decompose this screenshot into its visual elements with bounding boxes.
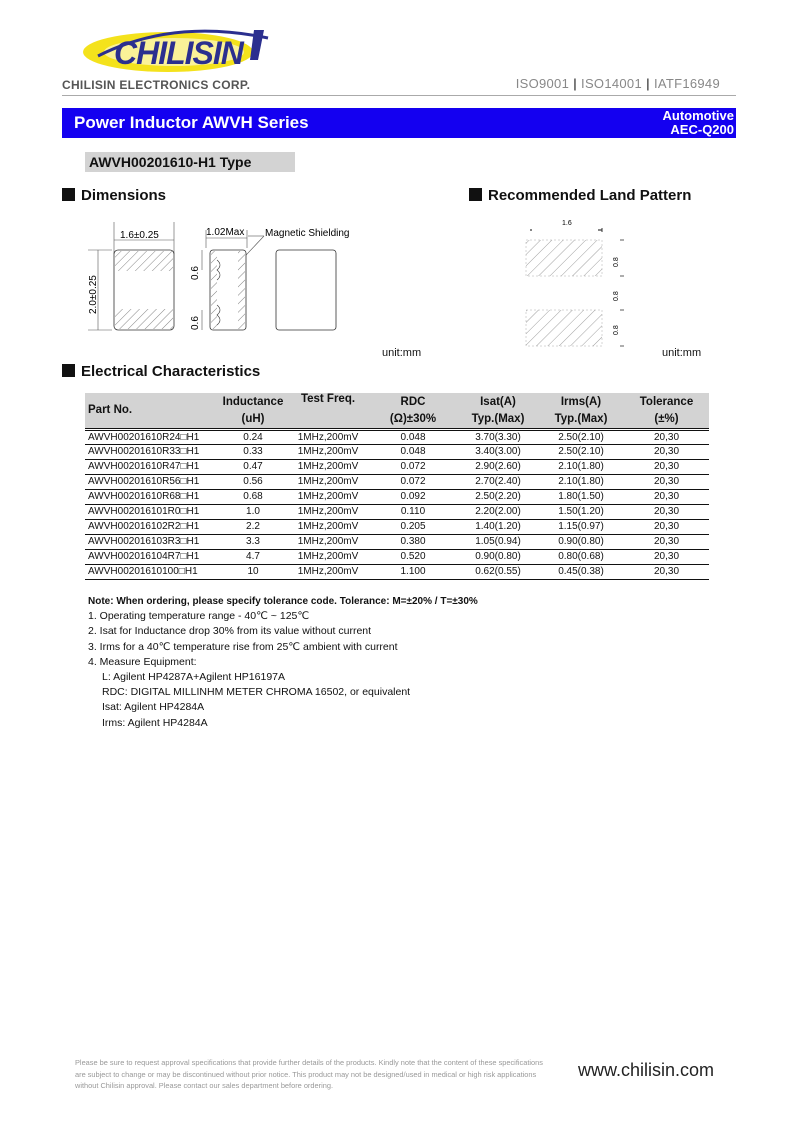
cell-part-no: AWVH00201610R68□H1 (85, 489, 218, 504)
section-dimensions (62, 187, 166, 204)
cell-isat: 1.05(0.94) (458, 534, 538, 549)
bullet-square-icon (469, 188, 482, 201)
cell-part-no: AWVH002016101R0□H1 (85, 504, 218, 519)
cell-inductance: 0.47 (218, 459, 288, 474)
cell-part-no: AWVH00201610R24□H1 (85, 429, 218, 444)
cell-test-freq: 1MHz,200mV (288, 459, 368, 474)
note-item: 4. Measure Equipment: (88, 655, 197, 668)
cell-test-freq: 1MHz,200mV (288, 564, 368, 579)
section-land-pattern-label: Recommended Land Pattern (488, 187, 692, 204)
section-electrical-label: Electrical Characteristics (81, 363, 261, 380)
cert-iso9001: ISO9001 (515, 76, 570, 91)
cert-separator: | (646, 76, 650, 91)
cell-inductance: 2.2 (218, 519, 288, 534)
cell-inductance: 0.56 (218, 474, 288, 489)
cell-rdc: 0.048 (368, 444, 458, 459)
cell-tolerance: 20,30 (624, 504, 709, 519)
cell-tolerance: 20,30 (624, 489, 709, 504)
cell-tolerance: 20,30 (624, 429, 709, 444)
cell-irms: 2.10(1.80) (538, 474, 624, 489)
cell-isat: 2.90(2.60) (458, 459, 538, 474)
col-tolerance: Tolerance (639, 396, 694, 408)
cell-part-no: AWVH002016103R3□H1 (85, 534, 218, 549)
cell-irms: 1.15(0.97) (538, 519, 624, 534)
section-land-pattern (469, 187, 691, 204)
cell-rdc: 0.072 (368, 474, 458, 489)
cell-irms: 1.80(1.50) (538, 489, 624, 504)
disclaimer-line: without Chilisin approval. Please contact our sales department before ordering. (75, 1081, 333, 1090)
cell-inductance: 3.3 (218, 534, 288, 549)
note-item: 2. Isat for Inductance drop 30% from its value without current (88, 625, 372, 638)
thickness-dim-label: 1.02Max (206, 227, 245, 238)
col-rdc: RDC (400, 396, 426, 408)
cell-test-freq: 1MHz,200mV (288, 504, 368, 519)
header-rule (62, 95, 736, 96)
dimensions-unit: unit:mm (382, 347, 422, 359)
cell-test-freq: 1MHz,200mV (288, 429, 368, 444)
cell-tolerance: 20,30 (624, 459, 709, 474)
banner-tag-automotive: Automotive (662, 108, 734, 123)
cell-part-no: AWVH002016102R2□H1 (85, 519, 218, 534)
cell-test-freq: 1MHz,200mV (288, 519, 368, 534)
cell-rdc: 1.100 (368, 564, 458, 579)
cell-rdc: 0.205 (368, 519, 458, 534)
col-test-freq: Test Freq. (300, 393, 356, 405)
cell-isat: 1.40(1.20) (458, 519, 538, 534)
cell-irms: 2.50(2.10) (538, 444, 624, 459)
cell-inductance: 1.0 (218, 504, 288, 519)
cell-inductance: 0.33 (218, 444, 288, 459)
disclaimer-line: are subject to change or may be discontinued without prior notice. This product may not be designed/used in medical or high risk applications (75, 1069, 537, 1079)
notes-block (88, 594, 478, 731)
cell-isat: 3.70(3.30) (458, 429, 538, 444)
series-banner (62, 108, 736, 138)
cert-iso14001: ISO14001 (581, 76, 642, 91)
dimensions-drawing (84, 220, 374, 340)
table-row (85, 564, 709, 579)
cell-isat: 0.90(0.80) (458, 549, 538, 564)
note-item: 3. Irms for a 40℃ temperature rise from 25℃ ambient with current (88, 640, 398, 653)
ordering-note: Note: When ordering, please specify tolerance code. Tolerance: M=±20% / T=±30% (88, 596, 478, 607)
bullet-square-icon (62, 188, 75, 201)
disclaimer-line: Please be sure to request approval specifications that provide further details of the products. Kindly note that the content of these specifications (75, 1058, 543, 1067)
col-inductance: Inductance (222, 396, 284, 408)
table-row (85, 489, 709, 504)
cell-part-no: AWVH00201610100□H1 (85, 564, 218, 579)
cell-part-no: AWVH00201610R56□H1 (85, 474, 218, 489)
col-rdc-unit: (Ω)±30% (368, 411, 458, 429)
cell-rdc: 0.092 (368, 489, 458, 504)
col-test-freq-unit (288, 411, 368, 429)
cell-rdc: 0.520 (368, 549, 458, 564)
cert-iatf16949: IATF16949 (653, 76, 720, 91)
section-electrical (62, 363, 260, 380)
col-isat: Isat(A) (480, 396, 516, 408)
width-dim-label: 1.6±0.25 (120, 230, 159, 241)
cell-tolerance: 20,30 (624, 519, 709, 534)
cell-tolerance: 20,30 (624, 564, 709, 579)
cell-test-freq: 1MHz,200mV (288, 549, 368, 564)
pad-bottom-dim-label: 0.6 (190, 316, 201, 330)
cell-irms: 1.50(1.20) (538, 504, 624, 519)
website-link[interactable]: www.chilisin.com (578, 1060, 715, 1080)
cell-tolerance: 20,30 (624, 444, 709, 459)
cell-test-freq: 1MHz,200mV (288, 444, 368, 459)
cell-part-no: AWVH00201610R33□H1 (85, 444, 218, 459)
chilisin-logo (78, 26, 288, 78)
cell-rdc: 0.072 (368, 459, 458, 474)
cell-isat: 2.70(2.40) (458, 474, 538, 489)
equipment-item: RDC: DIGITAL MILLINHM METER CHROMA 16502, or equivalent (102, 686, 411, 699)
cell-irms: 2.50(2.10) (538, 429, 624, 444)
section-dimensions-label: Dimensions (81, 187, 167, 204)
table-row (85, 444, 709, 459)
cell-inductance: 10 (218, 564, 288, 579)
electrical-characteristics-table (85, 393, 709, 580)
land-unit: unit:mm (662, 347, 702, 359)
table-row (85, 549, 709, 564)
cell-isat: 0.62(0.55) (458, 564, 538, 579)
table-row (85, 534, 709, 549)
cell-isat: 2.50(2.20) (458, 489, 538, 504)
table-row (85, 474, 709, 489)
land-pattern-drawing (520, 215, 630, 350)
cell-inductance: 0.24 (218, 429, 288, 444)
certifications (516, 76, 720, 91)
bullet-square-icon (62, 364, 75, 377)
equipment-item: L: Agilent HP4287A+Agilent HP16197A (102, 671, 286, 684)
table-row (85, 519, 709, 534)
company-name: CHILISIN ELECTRONICS CORP. (62, 78, 251, 92)
land-pad1-label: 0.8 (613, 257, 620, 267)
col-tolerance-unit: (±%) (624, 411, 709, 429)
type-label: AWVH00201610-H1 Type (85, 152, 295, 172)
cell-isat: 3.40(3.00) (458, 444, 538, 459)
cell-rdc: 0.380 (368, 534, 458, 549)
cell-irms: 2.10(1.80) (538, 459, 624, 474)
cell-isat: 2.20(2.00) (458, 504, 538, 519)
cell-irms: 0.90(0.80) (538, 534, 624, 549)
banner-title: Power Inductor AWVH Series (74, 113, 309, 132)
cell-tolerance: 20,30 (624, 534, 709, 549)
length-dim-label: 2.0±0.25 (88, 275, 99, 314)
land-width-label: 1.6 (562, 220, 572, 227)
banner-tag-aecq200: AEC-Q200 (670, 122, 734, 137)
col-inductance-unit: (uH) (218, 411, 288, 429)
land-gap-label: 0.8 (613, 291, 620, 301)
cell-irms: 0.80(0.68) (538, 549, 624, 564)
logo-wordmark: CHILISIN (114, 35, 243, 71)
cell-test-freq: 1MHz,200mV (288, 474, 368, 489)
land-pad2-label: 0.8 (613, 325, 620, 335)
table-header-row (85, 393, 709, 411)
table-row (85, 504, 709, 519)
cert-separator: | (573, 76, 578, 91)
cell-rdc: 0.110 (368, 504, 458, 519)
cell-part-no: AWVH00201610R47□H1 (85, 459, 218, 474)
cell-tolerance: 20,30 (624, 474, 709, 489)
cell-irms: 0.45(0.38) (538, 564, 624, 579)
pad-top-dim-label: 0.6 (190, 266, 201, 280)
cell-part-no: AWVH002016104R7□H1 (85, 549, 218, 564)
equipment-item: Isat: Agilent HP4284A (102, 701, 205, 714)
equipment-item: Irms: Agilent HP4284A (102, 716, 208, 729)
cell-test-freq: 1MHz,200mV (288, 489, 368, 504)
col-irms: Irms(A) (560, 396, 602, 408)
col-isat-unit: Typ.(Max) (458, 411, 538, 429)
table-row (85, 459, 709, 474)
cell-tolerance: 20,30 (624, 549, 709, 564)
cell-inductance: 0.68 (218, 489, 288, 504)
magnetic-shielding-label: Magnetic Shielding (265, 228, 350, 239)
cell-test-freq: 1MHz,200mV (288, 534, 368, 549)
col-irms-unit: Typ.(Max) (538, 411, 624, 429)
cell-inductance: 4.7 (218, 549, 288, 564)
table-row (85, 429, 709, 444)
note-item: 1. Operating temperature range - 40℃ ~ 125℃ (88, 610, 310, 623)
footer-disclaimer (75, 1057, 575, 1092)
col-part-no: Part No. (85, 393, 218, 429)
cell-rdc: 0.048 (368, 429, 458, 444)
